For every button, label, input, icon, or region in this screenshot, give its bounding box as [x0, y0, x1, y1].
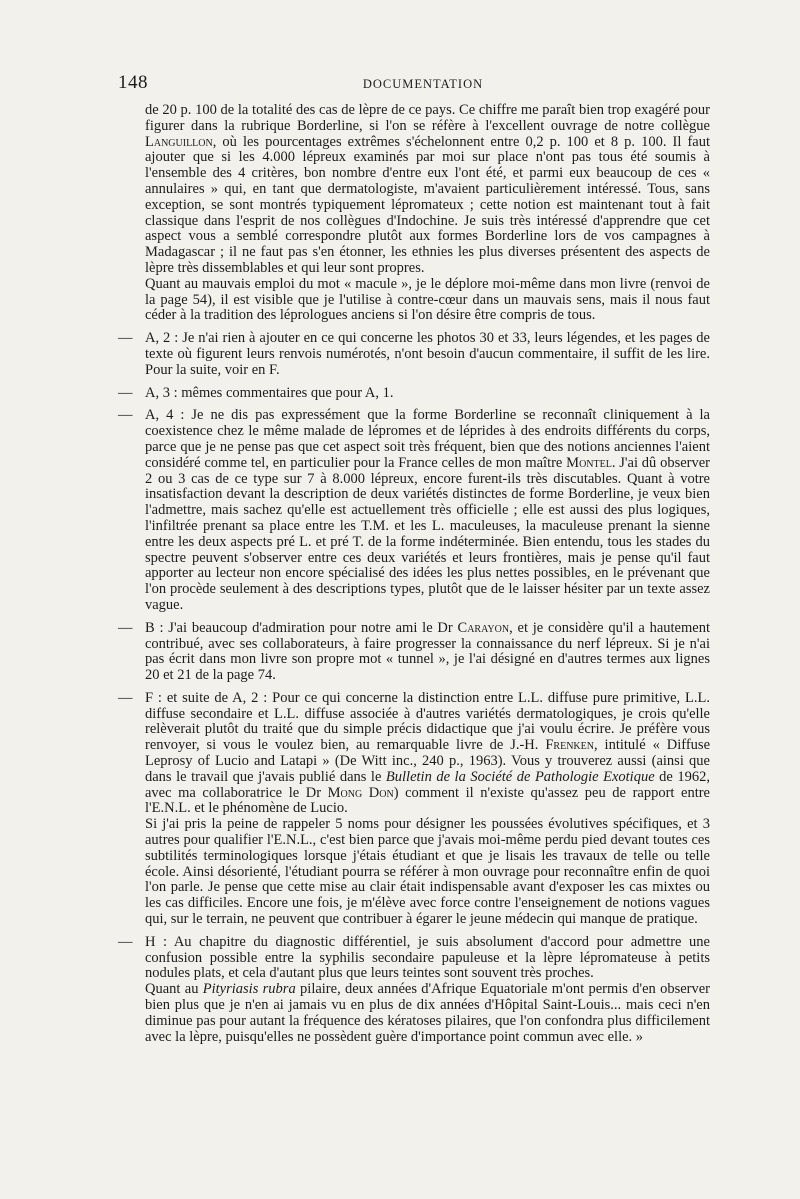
reply-text-continuation — [145, 982, 710, 1045]
text-run: de 20 p. 100 de la totalité des cas de lèpre de ce pays. Ce chiffre me paraît bien trop exagéré pour figurer dans la rubrique Borderline, si l'on se réfère à l'excellent ouvrage de notre collègue — [145, 102, 710, 134]
reply-item-b — [118, 621, 710, 684]
item-dash: — — [118, 407, 133, 424]
reply-item-f — [118, 691, 710, 928]
disease-name: Pityriasis rubra — [202, 981, 296, 998]
text-run: , intitulé « Diffuse Leprosy of Lucio and Latapi » (De Witt inc., 240 p., 1963). Vous y trouverez aussi (ainsi que dans le travail que j'avais publié dans le — [145, 737, 711, 785]
author-name-carayon: Carayon — [457, 619, 510, 636]
body-text — [118, 103, 710, 1052]
reply-item-a2 — [118, 331, 710, 378]
running-title: DOCUMENTATION — [362, 77, 484, 91]
text-run: , et je considère qu'il a hautement contribué, avec ses collaborateurs, à faire progresser la connaissance du nerf lépreux. Si je n'ai pas écrit dans mon livre son propre mot « tunnel », je l'ai désigné en d'autres termes aux lignes 20 et 21 de la page 74. — [145, 619, 710, 684]
item-dash: — — [118, 384, 133, 401]
reply-text-continuation: Si j'ai pris la peine de rappeler 5 noms pour désigner les poussées évolutives spécifiques, et 3 autres pour qualifier l'E.N.L., c'est bien parce que j'avais moi-même perdu pied devant toutes ces subtilités terminologiques lorsque j'étais étudiant et que je lisais les travaux de telle ou telle école. Ainsi désorienté, l'étudiant pourra se référer à mon ouvrage pour reconnaître enfin de quoi l'on parle. Je pense que cette mise au clair était indispensable avant d'exposer les cas mixtes ou les cas difficiles. Encore une fois, je m'élève avec force contre l'enseignement de notions vagues qui, sur le terrain, ne peuvent que contribuer à égarer le jeune médecin qui manque de pratique. — [145, 816, 710, 928]
text-run: A, 4 : Je ne dis pas expressément que la forme Borderline se reconnaît cliniquement à la coexistence chez le même malade de lépromes et de léprides à des endroits différents du corps, parce que je ne pense pas que cet aspect soit très fréquent, bien que des notions anciennes l'aient considéré comme tel, en particulier pour la France celles de mon maître — [145, 407, 710, 471]
item-dash: — — [118, 689, 133, 706]
text-run: . J'ai dû observer 2 ou 3 cas de ce type sur 7 à 8.000 lépreux, encore furent-ils très discutables. Quant à votre insatisfaction devant la description de deux variétés distinctes de forme Borderline, je veux bien l'admettre, mais sachez qu'elle est actuellement très officielle ; elle est aussi des plus logiques, l'infiltrée prenant sa place entre les T.M. et les L. maculeuses, la maculeuse prenant la sienne entre les deux aspects pré L. et pré T. de la forme indéterminée. Bien entendu, tous les stades du spectre peuvent s'observer entre ces deux variétés et leurs frontières, mais je pense qu'il faut apporter au lecteur non encore spécialisé des idées les plus nettes possibles, en le prévenant que l'on procède seulement à des descriptions types, plutôt que de le laisser hésiter par un texte assez vague. — [145, 454, 710, 613]
author-name-mong-don: Mong Don — [327, 784, 394, 801]
intro-paragraph-2: Quant au mauvais emploi du mot « macule », je le déplore moi-même dans mon livre (renvoi de la page 54), il est visible que je l'utilise à contre-cœur dans un mauvais sens, mais il nous faut céder à la tradition des léprologues anciens si l'on désire être compris de tous. — [145, 275, 710, 324]
reply-text — [145, 691, 710, 817]
reply-text: A, 2 : Je n'ai rien à ajouter en ce qui concerne les photos 30 et 33, leurs légendes, et les pages de texte où figurent leurs renvois numérotés, n'ont besoin d'aucun commentaire, il suffit de les lire. Pour la suite, voir en F. — [145, 330, 710, 378]
item-dash: — — [118, 933, 133, 950]
text-run: Quant au — [145, 981, 203, 998]
page-number: 148 — [118, 72, 148, 93]
text-run: pilaire, deux années d'Afrique Equatoriale m'ont permis d'en observer bien plus que je n'en ai jamais vu en plus de dix années d'Hôpital Saint-Louis... mais ceci n'en diminue pas pour autant la fréquence des kératoses pilaires, que l'on confondra plus difficilement avec la lèpre, puisqu'elles ne possèdent guère d'importance point commun avec elle. » — [145, 981, 711, 1045]
page-header — [118, 72, 728, 96]
reply-text: H : Au chapitre du diagnostic différentiel, je suis absolument d'accord pour admettre une confusion possible entre la syphilis secondaire papuleuse et la lèpre lépromateuse à petits nodules plats, et cela d'autant plus que leurs teintes sont souvent très proches. — [145, 933, 710, 982]
text-run: , où les pourcentages extrêmes s'échelonnent entre 0,2 p. 100 et 8 p. 100. Il faut ajouter que si les 4.000 lépreux examinés par moi sur place n'ont pas tous été soumis à l'ensemble des 4 critères, bon nombre d'entre eux l'ont été, et parmi eux beaucoup de ces « annulaires » qui, en tant que dermatologiste, m'avaient particulièrement intéressé. Tous, sans exception, se sont montrés typiquement lépromateux ; cette notion est maintenant tout à fait classique dans l'esprit de nos collègues d'Indochine. Je suis très intéressé d'apprendre que cet aspect vous a semblé correspondre plutôt aux formes Borderline lors de vos campagnes à Madagascar ; il ne faut pas s'en étonner, les ethnies les plus diverses présentent des aspects de lèpre très dissemblables et qui leur sont propres. — [145, 133, 710, 276]
item-dash: — — [118, 330, 133, 347]
journal-title: Bulletin de la Société de Pathologie Exotique — [385, 768, 655, 785]
text-run: ) comment il n'existe qu'assez peu de rapport entre l'E.N.L. et le phénomène de Lucio. — [145, 784, 710, 817]
text-run: F : et suite de A, 2 : Pour ce qui concerne la distinction entre L.L. diffuse pure primitive, L.L. diffuse secondaire et L.L. diffuse associée à d'autres variétés dermatologiques, je crois qu'elle relèverait plutôt du traité que du simple précis didactique que j'ai voulu écrire. Je préfère vous renvoyer, si vous le voulez bien, au remarquable livre de J.-H. — [145, 689, 710, 754]
reply-text — [145, 408, 710, 613]
text-run: de 1962, avec ma collaboratrice le Dr — [145, 768, 710, 801]
item-dash: — — [118, 619, 133, 636]
author-name-frenken: Frenken — [545, 737, 594, 754]
reply-item-a4 — [118, 408, 710, 613]
reply-text — [145, 621, 710, 684]
intro-paragraph-1 — [145, 103, 710, 277]
reply-text: A, 3 : mêmes commentaires que pour A, 1. — [145, 384, 394, 401]
reply-item-a3 — [118, 386, 710, 402]
author-name-languillon: Languillon — [145, 133, 213, 150]
author-name-montel: Montel — [566, 454, 612, 471]
reply-item-h — [118, 935, 710, 1046]
text-run: B : J'ai beaucoup d'admiration pour notre ami le Dr — [145, 619, 458, 636]
